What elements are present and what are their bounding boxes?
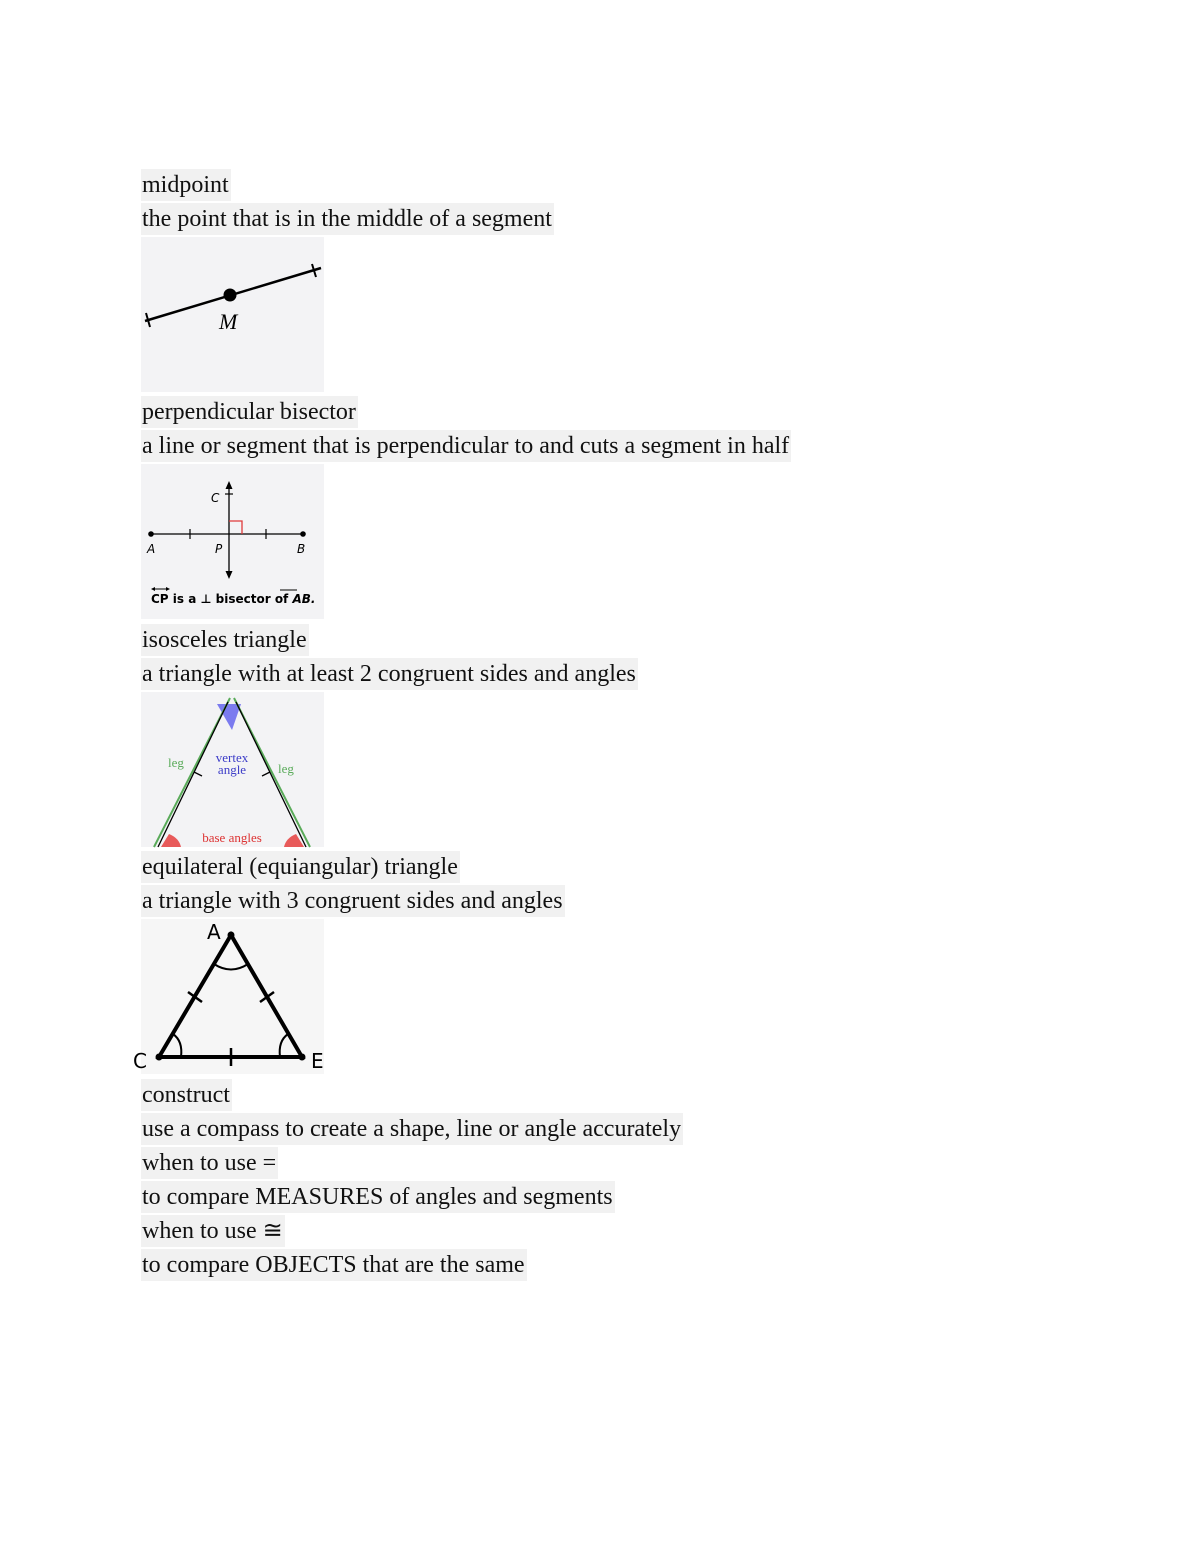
- term-when-to-use-equals: when to use =: [141, 1147, 278, 1179]
- definition-when-to-use-equals: to compare MEASURES of angles and segments: [141, 1181, 615, 1213]
- term-construct: construct: [141, 1079, 232, 1111]
- isosceles-triangle-figure: [141, 692, 324, 847]
- right-angle-icon: [229, 521, 242, 534]
- label-vertex: vertex: [215, 750, 249, 765]
- tick-right: [262, 772, 270, 776]
- equilateral-triangle-figure: [133, 919, 324, 1074]
- definition-construct: use a compass to create a shape, line or angle accurately: [141, 1113, 683, 1145]
- angle-arc-a: [214, 964, 248, 970]
- label-c: C: [211, 491, 220, 505]
- arrow-up-icon: [226, 481, 233, 489]
- term-isosceles-triangle: isosceles triangle: [141, 624, 309, 656]
- label-p: P: [215, 542, 223, 556]
- leg-right: [236, 702, 306, 847]
- definition-perpendicular-bisector: a line or segment that is perpendicular to and cuts a segment in half: [141, 430, 791, 462]
- definition-isosceles-triangle: a triangle with at least 2 congruent sides and angles: [141, 658, 638, 690]
- triangle-outline: [159, 935, 302, 1057]
- label-m: M: [219, 309, 238, 334]
- tick-left: [194, 772, 202, 776]
- label-c: C: [133, 1049, 147, 1073]
- definition-midpoint: the point that is in the middle of a segment: [141, 203, 554, 235]
- term-midpoint: midpoint: [141, 169, 231, 201]
- label-angle: angle: [217, 762, 247, 777]
- label-leg-right: leg: [278, 761, 294, 776]
- angle-arc-e: [280, 1034, 288, 1057]
- midpoint-figure: [141, 237, 324, 392]
- angle-arc-c: [173, 1034, 181, 1057]
- term-equilateral-triangle: equilateral (equiangular) triangle: [141, 851, 460, 883]
- midpoint-dot: [224, 289, 237, 302]
- perpendicular-bisector-figure: [141, 464, 324, 619]
- label-b: B: [297, 542, 306, 556]
- label-e: E: [311, 1049, 324, 1073]
- term-when-to-use-congruent: when to use ≅: [141, 1215, 285, 1247]
- arrow-down-icon: [226, 571, 233, 579]
- point-a: [148, 531, 154, 537]
- caption: CP is a ⊥ bisector of AB.: [151, 592, 316, 606]
- point-b: [300, 531, 306, 537]
- term-perpendicular-bisector: perpendicular bisector: [141, 396, 358, 428]
- label-a: A: [147, 542, 156, 556]
- label-base-angles: base angles: [202, 830, 262, 845]
- label-leg-left: leg: [168, 755, 184, 770]
- definition-equilateral-triangle: a triangle with 3 congruent sides and angles: [141, 885, 565, 917]
- definition-when-to-use-congruent: to compare OBJECTS that are the same: [141, 1249, 527, 1281]
- label-a: A: [207, 920, 221, 944]
